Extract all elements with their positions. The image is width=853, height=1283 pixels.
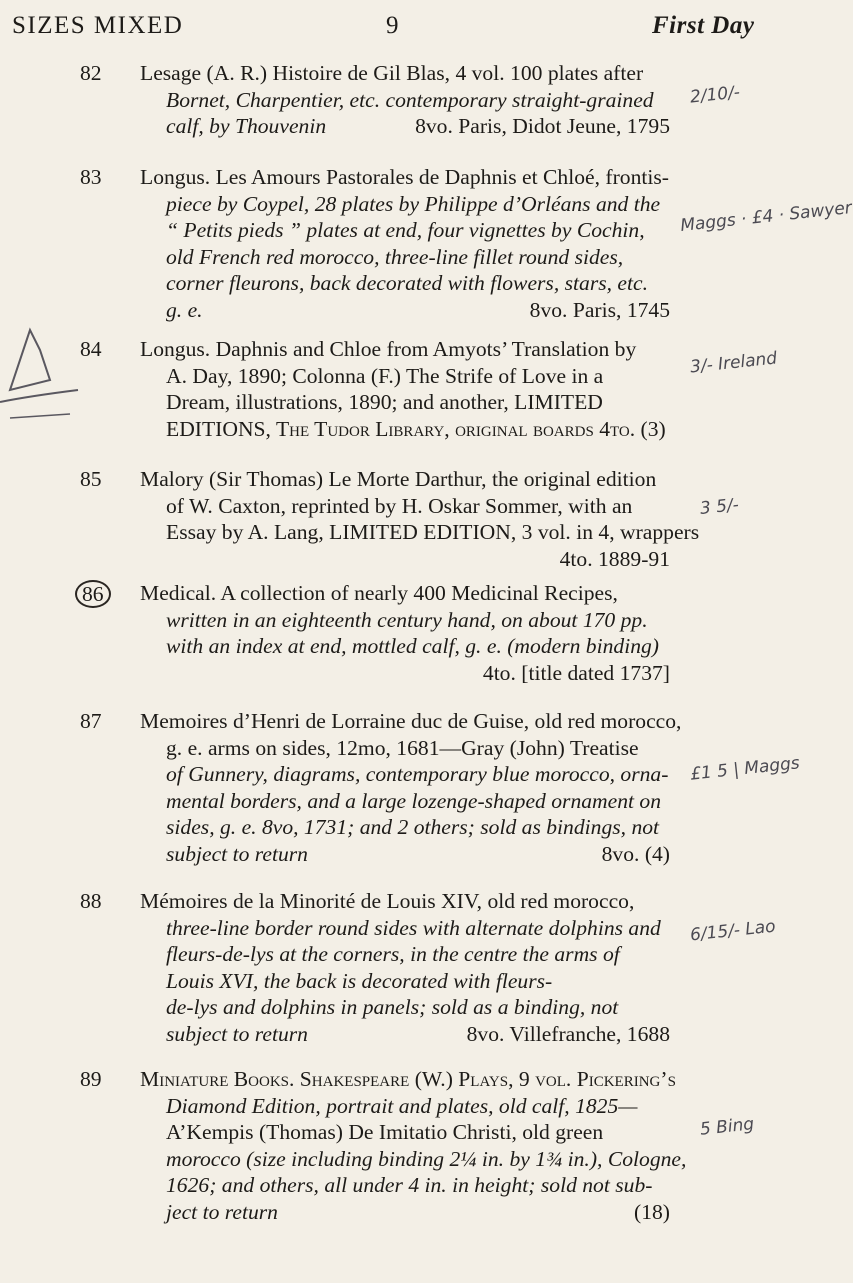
entry-format-place: 8vo. (4)	[601, 841, 670, 866]
entry-format-place: 8vo. Villefranche, 1688	[466, 1021, 670, 1046]
entry-line: g. e.	[166, 297, 203, 322]
entry-line: Dream, illustrations, 1890; and another, LIMITED	[166, 390, 603, 414]
entry-line: with an index at end, mottled calf, g. e. (modern binding)	[166, 634, 659, 658]
pencil-bracket-mark	[0, 320, 80, 440]
entry-line: mental borders, and a large lozenge-shaped ornament on	[166, 788, 662, 813]
entry-line: g. e. arms on sides, 12mo, 1681—Gray (John) Treatise	[166, 735, 639, 760]
entry-quantity: (18)	[634, 1199, 670, 1224]
margin-price-note: £1 5 | Maggs	[689, 753, 801, 785]
entry-line: Bornet, Charpentier, etc. contemporary straight-grained	[166, 87, 654, 112]
entry-line: A’Kempis (Thomas) De Imitatio Christi, old green	[166, 1120, 604, 1144]
margin-price-note: Maggs · £4 · Sawyer	[679, 198, 853, 236]
entry-line: Louis XVI, the back is decorated with fleurs-	[166, 968, 553, 993]
entry-line: Memoires d’Henri de Lorraine duc de Guise, old red morocco,	[140, 709, 682, 733]
entry-line: EDITIONS, The Tudor Library, original boards 4to. (3)	[166, 416, 666, 441]
section-title: SIZES MIXED	[12, 12, 184, 39]
entry-line: subject to return	[166, 1021, 308, 1046]
entry-line: Mémoires de la Minorité de Louis XIV, old red morocco,	[140, 889, 635, 913]
margin-price-note: 3 5/-	[699, 495, 740, 519]
entry-line: old French red morocco, three-line fillet round sides,	[166, 244, 624, 269]
entry-line: of Gunnery, diagrams, contemporary blue morocco, orna-	[166, 762, 669, 786]
entry-line: of W. Caxton, reprinted by H. Oskar Sommer, with an	[166, 493, 633, 518]
entry-line: Malory (Sir Thomas) Le Morte Darthur, the original edition	[140, 467, 657, 491]
entry-line: fleurs-de-lys at the corners, in the centre the arms of	[166, 942, 620, 966]
entry-line: Longus. Daphnis and Chloe from Amyots’ Translation by	[140, 337, 637, 361]
lot-number: 89	[80, 1067, 102, 1091]
lot-number: 83	[80, 165, 102, 189]
day-label: First Day	[652, 12, 755, 39]
entry-line: Miniature Books. Shakespeare (W.) Plays, 9 vol. Pickering’s	[140, 1067, 676, 1091]
entry-line: 1626; and others, all under 4 in. in height; sold not sub-	[166, 1173, 653, 1197]
entry-line: piece by Coypel, 28 plates by Philippe d’Orléans and the	[166, 191, 661, 216]
lot-number: 85	[80, 467, 102, 491]
entry-format-place: 4to. [title dated 1737]	[482, 660, 670, 685]
entry-line: Diamond Edition, portrait and plates, old calf, 1825—	[166, 1093, 638, 1118]
lot-number: 82	[80, 61, 102, 85]
entry-line: Medical. A collection of nearly 400 Medicinal Recipes,	[140, 581, 618, 605]
lot-number: 88	[80, 889, 102, 913]
entry-line: corner fleurons, back decorated with flowers, stars, etc.	[166, 271, 649, 295]
entry-line: morocco (size including binding 2¼ in. by 1¾ in.), Cologne,	[166, 1146, 687, 1171]
entry-line: sides, g. e. 8vo, 1731; and 2 others; sold as bindings, not	[166, 815, 660, 839]
entry-line: de-lys and dolphins in panels; sold as a binding, not	[166, 995, 619, 1019]
entry-line: subject to return	[166, 841, 308, 866]
entry-line: A. Day, 1890; Colonna (F.) The Strife of Love in a	[166, 363, 604, 388]
entry-line: Longus. Les Amours Pastorales de Daphnis et Chloé, frontis-	[140, 165, 669, 189]
entry-line: ject to return	[166, 1199, 278, 1224]
entry-line: Essay by A. Lang, LIMITED EDITION, 3 vol. in 4, wrappers	[166, 520, 700, 544]
page-header	[0, 6, 800, 46]
margin-price-note: 2/10/-	[689, 82, 741, 108]
entry-line: Lesage (A. R.) Histoire de Gil Blas, 4 vol. 100 plates after	[140, 61, 644, 85]
margin-price-note: 3/- Ireland	[689, 348, 779, 378]
margin-price-note: 5 Bing	[699, 1114, 756, 1140]
page-number: 9	[386, 12, 399, 39]
entry-format-place: 8vo. Paris, 1745	[529, 297, 670, 322]
entry-line: three-line border round sides with alternate dolphins and	[166, 915, 661, 940]
lot-number: 84	[80, 337, 102, 361]
entry-line: “ Petits pieds ” plates at end, four vignettes by Cochin,	[166, 218, 645, 242]
margin-price-note: 6/15/- Lao	[689, 916, 777, 946]
entry-line: calf, by Thouvenin	[166, 114, 327, 138]
entry-format-place: 8vo. Paris, Didot Jeune, 1795	[415, 114, 670, 138]
entry-line: written in an eighteenth century hand, on about 170 pp.	[166, 607, 648, 632]
lot-number-circled: 86	[75, 580, 111, 608]
lot-number: 87	[80, 709, 102, 733]
entry-format-place: 4to. 1889-91	[559, 546, 670, 571]
